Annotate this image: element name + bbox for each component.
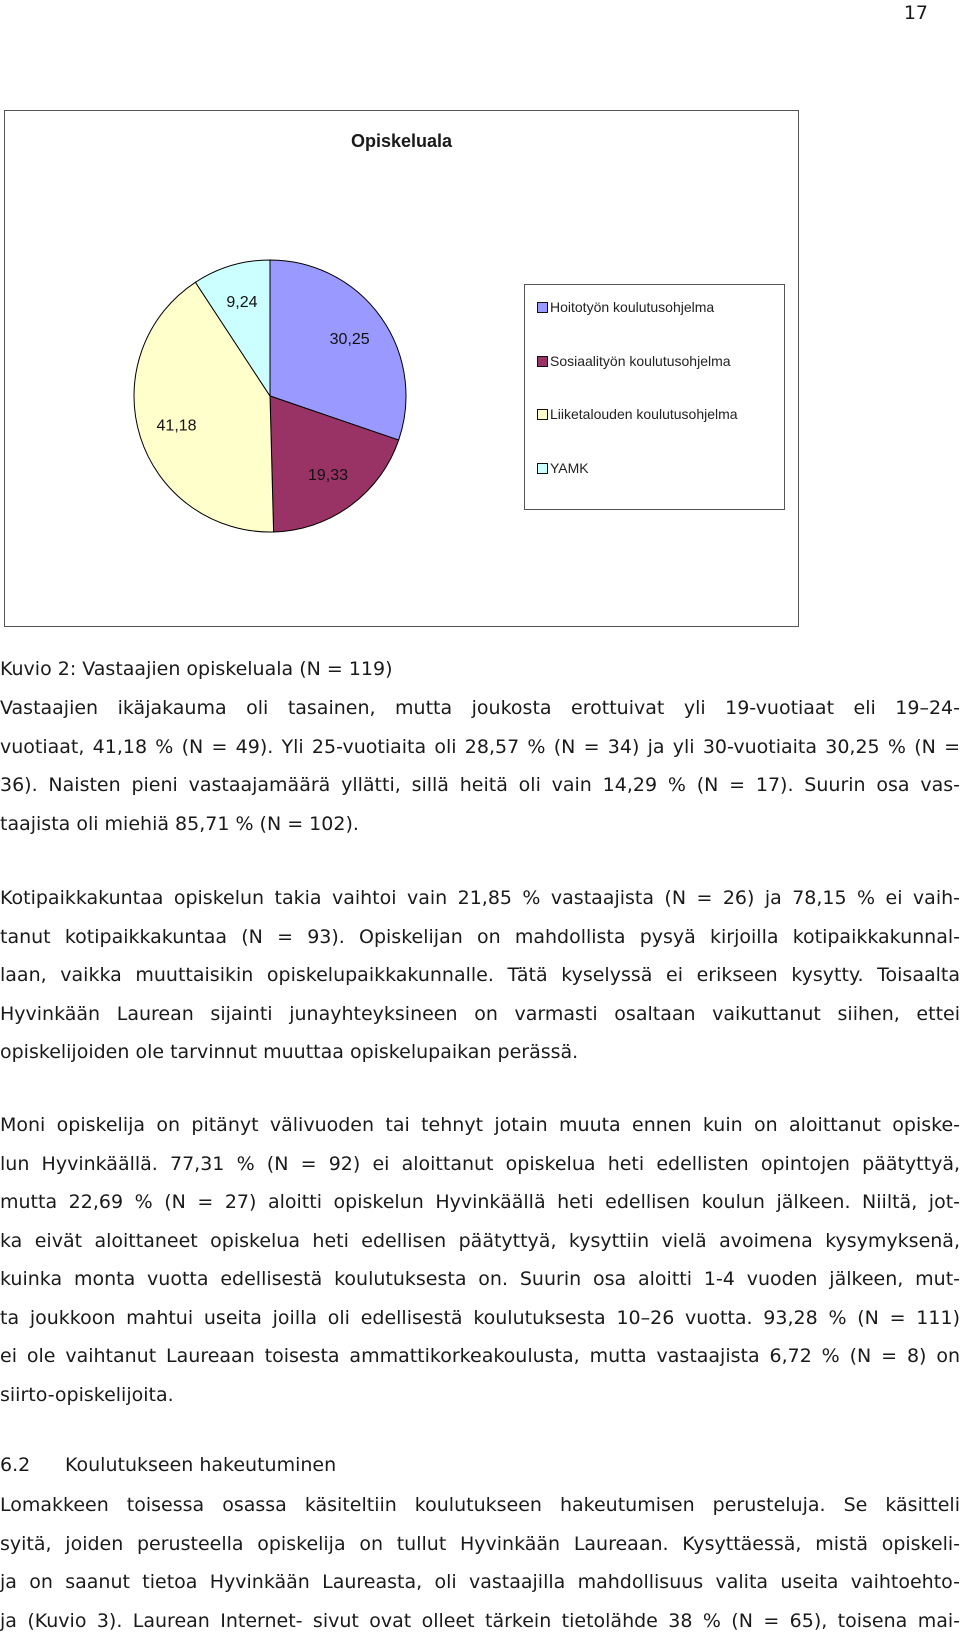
text-line: ei ole vaihtanut Laureaan toisesta ammattikorkeakoulusta, mutta vastaajista 6,72 % (N = 8) on xyxy=(0,1345,960,1367)
text-line: taajista oli miehiä 85,71 % (N = 102). xyxy=(0,812,359,835)
pie-chart xyxy=(4,110,799,627)
text-line: laan, vaikka muuttaisikin opiskelupaikkakunnalle. Tätä kyselyssä ei erikseen kysytty. Toisaalta xyxy=(0,964,960,986)
text-line: mutta 22,69 % (N = 27) aloitti opiskelun Hyvinkäällä heti edellisen koulun jälkeen. Niiltä, jot- xyxy=(0,1191,960,1213)
text-line: opiskelijoiden ole tarvinnut muuttaa opiskelupaikan perässä. xyxy=(0,1041,579,1063)
caption-text: Kuvio 2: Vastaajien opiskeluala (N = 119) xyxy=(0,658,393,680)
legend-swatch xyxy=(537,463,548,474)
paragraph-gap-year xyxy=(0,1106,960,1414)
legend-swatch xyxy=(537,302,548,313)
text-line: Kotipaikkakuntaa opiskelun takia vaihtoi vain 21,85 % vastaajista (N = 26) ja 78,15 % ei vaih- xyxy=(0,887,960,909)
legend-label: Liiketalouden koulutusohjelma xyxy=(550,406,738,422)
text-line: Lomakkeen toisessa osassa käsiteltiin koulutukseen hakeutumisen perusteluja. Se käsitteli xyxy=(0,1494,960,1516)
figure-caption xyxy=(0,650,960,689)
legend-item-sosiaality xyxy=(537,353,731,369)
paragraph-home-municipality xyxy=(0,879,960,1072)
text-line: ta joukkoon mahtui useita joilla oli edellisestä koulutuksesta 10–26 vuotta. 93,28 % (N = 111) xyxy=(0,1306,960,1329)
legend-label: Hoitotyön koulutusohjelma xyxy=(550,299,715,315)
section-heading xyxy=(0,1446,336,1484)
text-line: lun Hyvinkäällä. 77,31 % (N = 92) ei aloittanut opiskelua heti edellisten opintojen päätyttyä, xyxy=(0,1152,960,1175)
text-line: Moni opiskelija on pitänyt välivuoden tai tehnyt jotain muuta ennen kuin on aloittanut opiske- xyxy=(0,1114,960,1136)
chart-title: Opiskeluala xyxy=(350,131,453,151)
text-line: Hyvinkään Laurean sijainti junayhteyksineen on varmasti osaltaan vaikuttanut siihen, ettei xyxy=(0,1002,960,1025)
text-line: ka eivät aloittaneet opiskelua heti edellisen päätyttyä, kysyttiin vielä avoimena kysymyksenä, xyxy=(0,1229,960,1252)
legend-swatch xyxy=(537,356,548,367)
legend-item-hoitotyo xyxy=(537,299,714,315)
legend-item-liiketalous xyxy=(537,406,738,422)
legend-swatch xyxy=(537,409,548,420)
text-line: ja (Kuvio 3). Laurean Internet- sivut ovat olleet tärkein tietolähde 38 % (N = 65), toisena mai- xyxy=(0,1609,960,1632)
slice-data-label: 9,24 xyxy=(226,294,258,312)
text-line: 36). Naisten pieni vastaajamäärä yllätti, sillä heitä oli vain 14,29 % (N = 17). Suurin osa vas- xyxy=(0,774,960,796)
slice-data-label: 30,25 xyxy=(329,331,370,349)
slice-data-label: 41,18 xyxy=(156,417,197,435)
chart-legend xyxy=(524,284,785,510)
text-line: tanut kotipaikkakuntaa (N = 93). Opiskelijan on mahdollista pysyä kirjoilla kotipaikkakunnal- xyxy=(0,925,960,948)
paragraph-application xyxy=(0,1486,960,1640)
paragraph-age-distribution xyxy=(0,689,960,843)
legend-label: Sosiaalityön koulutusohjelma xyxy=(550,353,731,369)
text-line: syitä, joiden perusteella opiskelija on tullut Hyvinkään Laureaan. Kysyttäessä, mistä opiskeli- xyxy=(0,1532,960,1555)
text-line: Vastaajien ikäjakauma oli tasainen, mutta joukosta erottuivat yli 19-vuotiaat eli 19–24- xyxy=(0,697,960,719)
text-line: vuotiaat, 41,18 % (N = 49). Yli 25-vuotiaita oli 28,57 % (N = 34) ja yli 30-vuotiaita 30,25 % (N = xyxy=(0,735,960,758)
section-number: 6.2 xyxy=(0,1454,31,1476)
slice-data-label: 19,33 xyxy=(307,466,349,484)
legend-item-yamk xyxy=(537,460,589,476)
legend-label: YAMK xyxy=(550,460,589,476)
text-line: siirto-opiskelijoita. xyxy=(0,1383,174,1406)
section-title: Koulutukseen hakeutuminen xyxy=(65,1454,337,1476)
text-line: ja on saanut tietoa Hyvinkään Laureasta, oli vastaajilla mahdollisuus valita useita vaihtoehto- xyxy=(0,1571,960,1593)
text-line: kuinka monta vuotta edellisestä koulutuksesta on. Suurin osa aloitti 1-4 vuoden jälkeen, mut- xyxy=(0,1268,960,1290)
page-number: 17 xyxy=(903,2,928,24)
